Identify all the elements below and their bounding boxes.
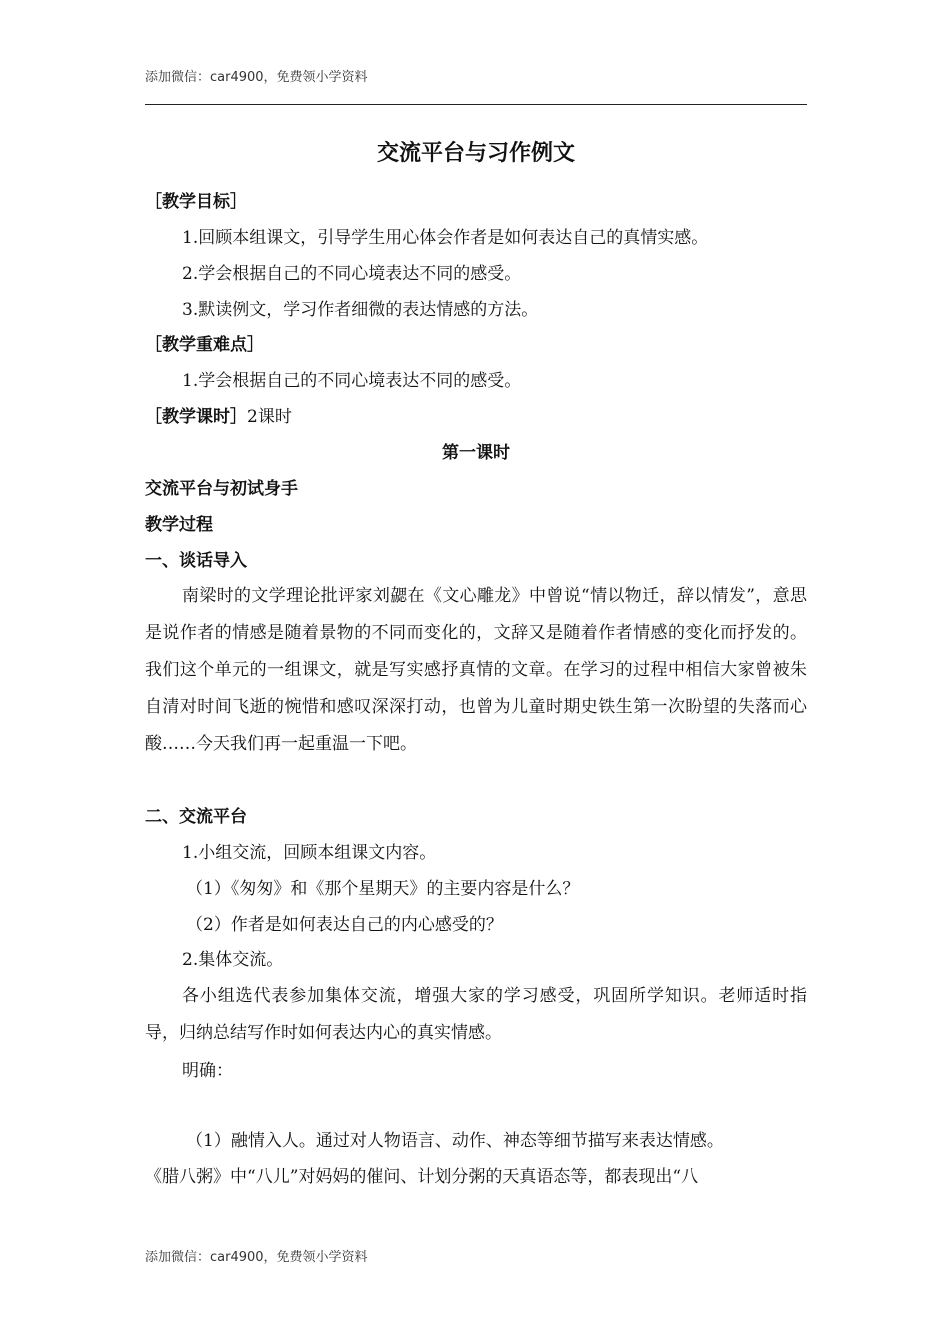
goal-item: 1.回顾本组课文，引导学生用心体会作者是如何表达自己的真情实感。 <box>182 228 709 248</box>
section1-paragraph: 南梁时的文学理论批评家刘勰在《文心雕龙》中曾说“情以物迁，辞以情发”，意思是说作者的情感是随着景物的不同而变化的，文辞又是随着作者情感的变化而抒发的。我们这个单元的一组课文，就是写实感抒真情的文章。在学习的过程中相信大家曾被朱自清对时间飞逝的惋惜和感叹深深打动，也曾为儿童时期史铁生第一次盼望的失落而心酸……今天我们再一起重温一下吧。 <box>145 586 807 754</box>
lesson-subtitle: 交流平台与初试身手 <box>145 479 298 499</box>
hours-line <box>145 405 807 429</box>
point1-line: 《腊八粥》中“八儿”对妈妈的催问、计划分粥的天真语态等，都表现出“八 <box>145 1167 699 1187</box>
section2-question: （2）作者是如何表达自己的内心感受的？ <box>186 915 503 935</box>
section1-heading: 一、谈话导入 <box>145 551 247 571</box>
section2-step1: 1.小组交流，回顾本组课文内容。 <box>182 843 437 863</box>
header-note: 添加微信：car4900，免费领小学资料 <box>145 70 368 85</box>
point1-line: （1）融情入人。通过对人物语言、动作、神态等细节描写来表达情感。 <box>186 1131 724 1151</box>
goals-heading: ［教学目标］ <box>145 192 247 212</box>
key-points-heading: ［教学重难点］ <box>145 335 264 355</box>
page-title: 交流平台与习作例文 <box>376 141 575 166</box>
footer-note: 添加微信：car4900，免费领小学资料 <box>145 1250 368 1265</box>
hours-value: 2课时 <box>247 407 292 427</box>
section2-heading: 二、交流平台 <box>145 807 247 827</box>
lesson-title: 第一课时 <box>442 443 510 463</box>
header-divider <box>145 104 807 105</box>
goal-item: 2.学会根据自己的不同心境表达不同的感受。 <box>182 264 522 284</box>
clarify-label: 明确： <box>182 1061 233 1081</box>
section2-paragraph: 各小组选代表参加集体交流，增强大家的学习感受，巩固所学知识。老师适时指导，归纳总结写作时如何表达内心的真实情感。 <box>145 986 807 1043</box>
hours-heading: ［教学课时］ <box>145 407 247 427</box>
section2-step2: 2.集体交流。 <box>182 950 284 970</box>
section2-question: （1）《匆匆》和《那个星期天》的主要内容是什么？ <box>186 879 580 899</box>
key-point-item: 1.学会根据自己的不同心境表达不同的感受。 <box>182 371 522 391</box>
goal-item: 3.默读例文，学习作者细微的表达情感的方法。 <box>182 300 539 320</box>
process-heading: 教学过程 <box>145 515 213 535</box>
